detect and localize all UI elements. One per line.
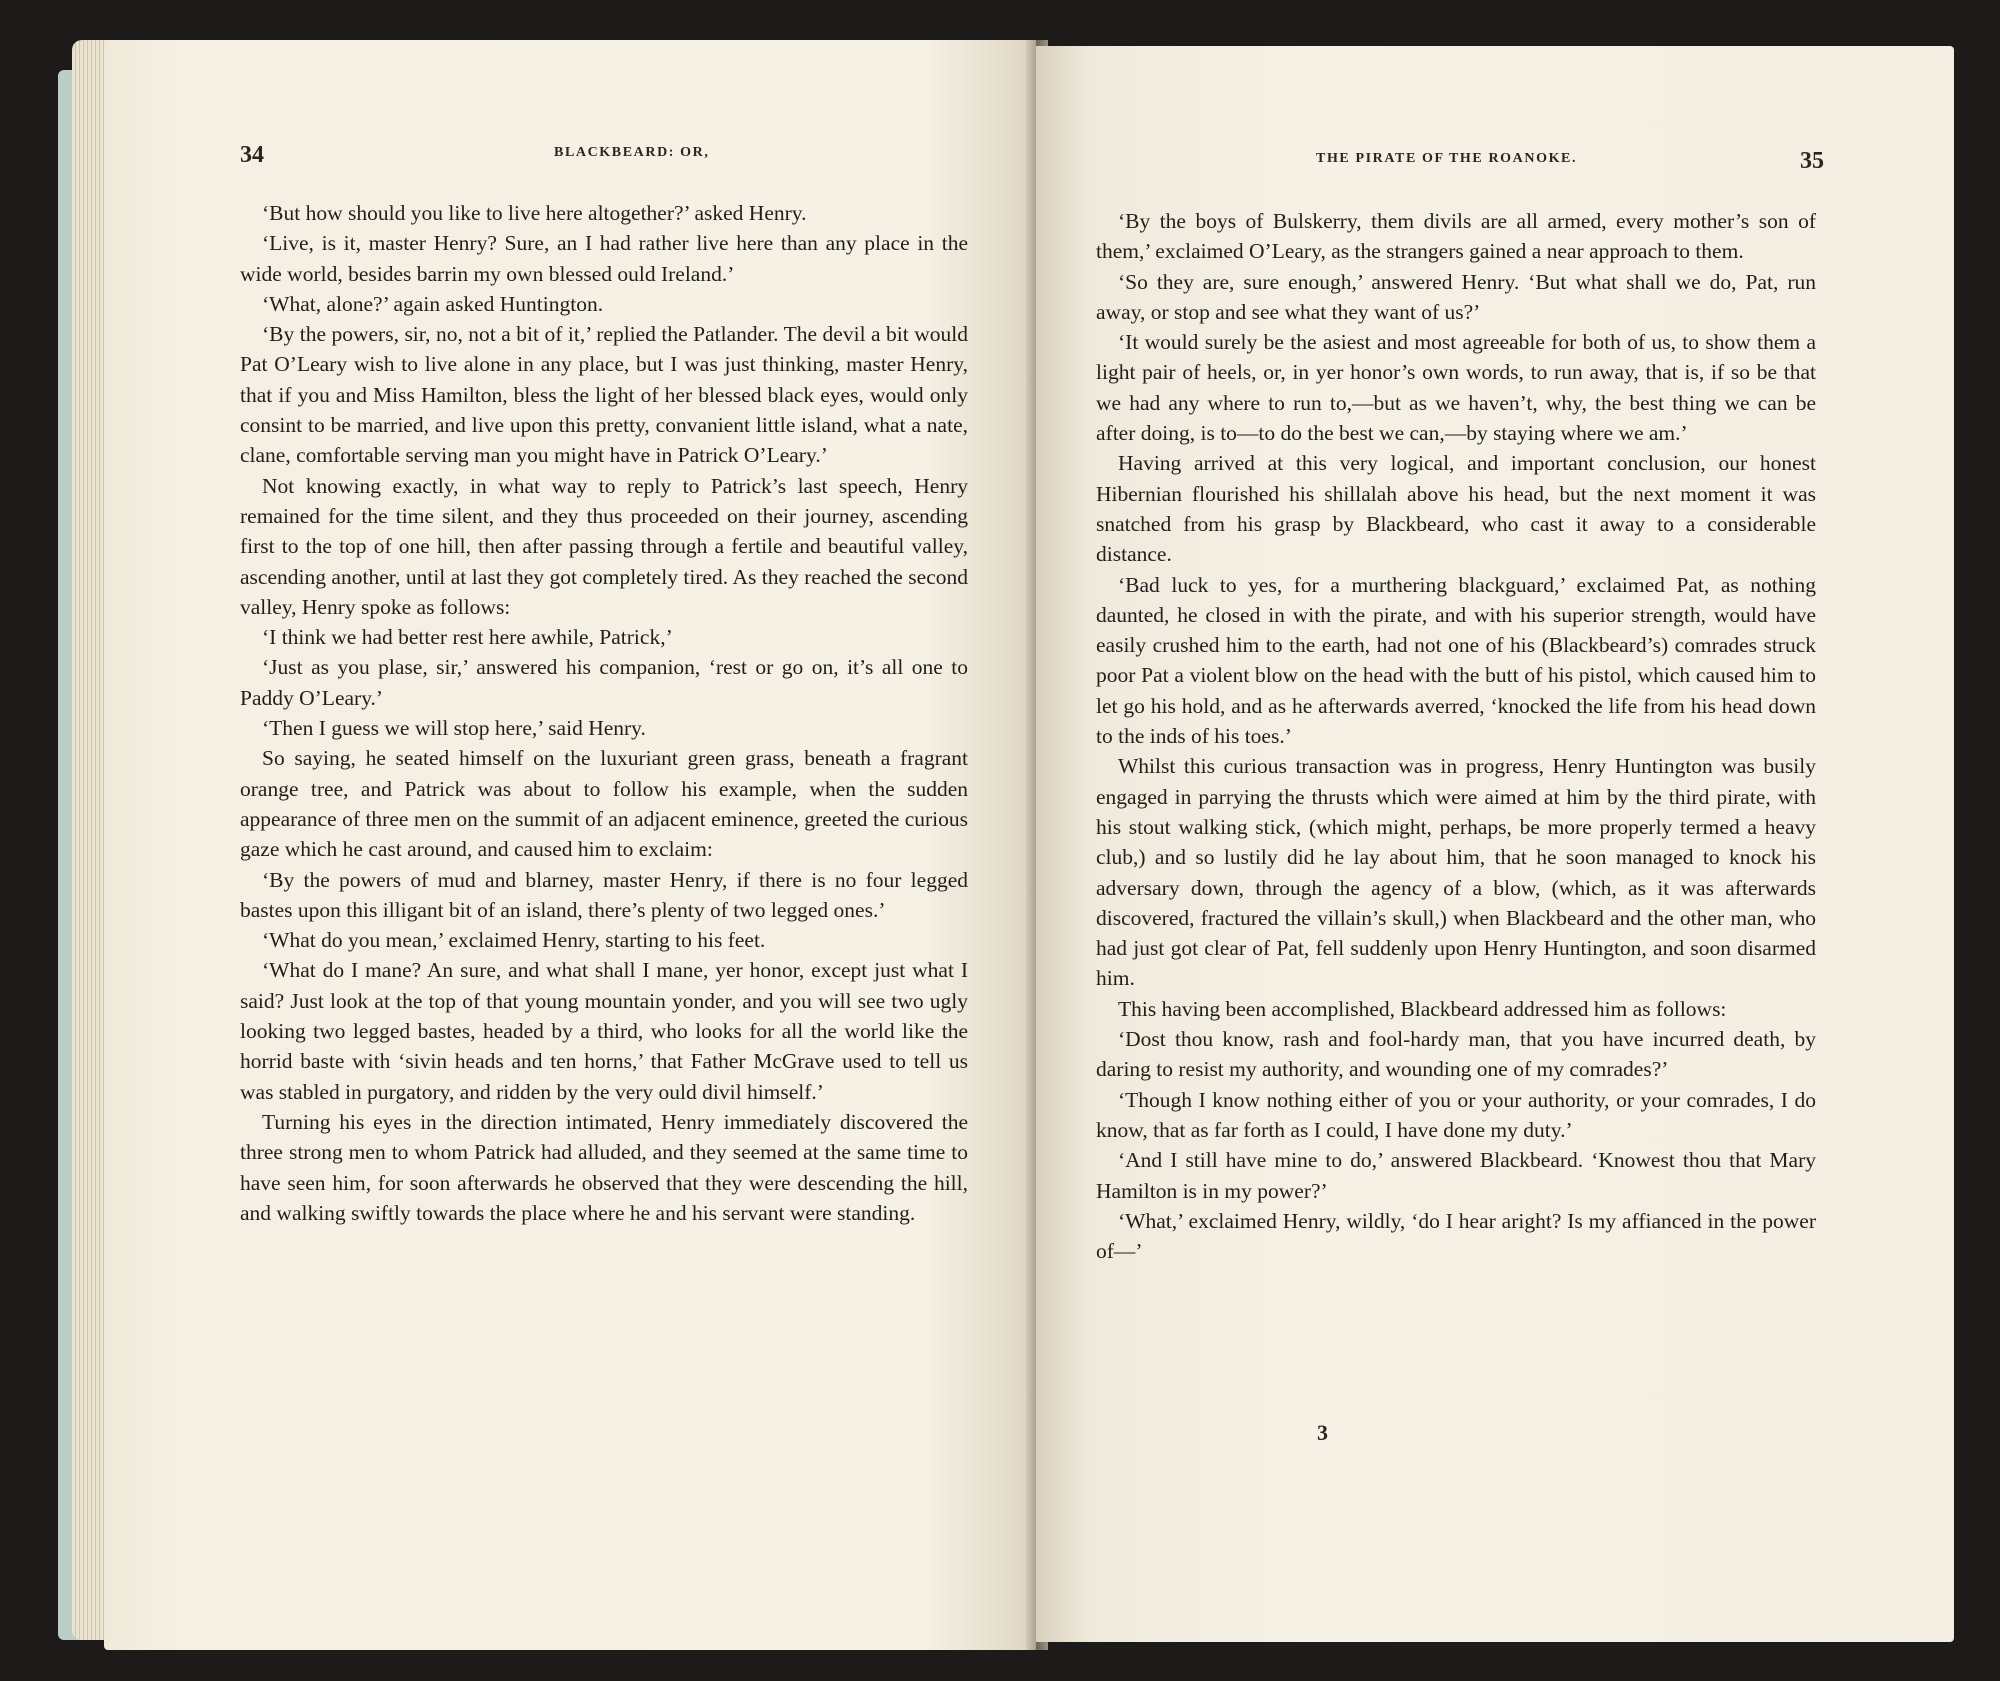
paragraph: ‘Just as you plase, sir,’ answered his companion, ‘rest or go on, it’s all one to Paddy O’Leary.’	[240, 655, 968, 710]
paragraph: ‘I think we had better rest here awhile, Patrick,’	[262, 625, 673, 650]
paragraph: This having been accomplished, Blackbeard addressed him as follows:	[1118, 996, 1727, 1021]
left-page-text	[240, 198, 968, 1228]
right-page-number: 35	[1800, 148, 1824, 174]
paragraph: Not knowing exactly, in what way to reply to Patrick’s last speech, Henry remained for the time silent, and they thus proceeded on their journey, ascending first to the top of one hill, then after passing through a fertile and beautiful valley, ascending another, until at last they got completely tired. As they reached the second valley, Henry spoke as follows:	[240, 473, 968, 619]
left-page	[104, 40, 1036, 1650]
paragraph: ‘But how should you like to live here altogether?’ asked Henry.	[262, 201, 807, 225]
paragraph: ‘Bad luck to yes, for a murthering blackguard,’ exclaimed Pat, as nothing daunted, he closed in with the pirate, and with his superior strength, would have easily crushed him to the earth, had not one of his (Blackbeard’s) comrades struck poor Pat a violent blow on the head with the butt of his pistol, which caused him to let go his hold, and as he afterwards averred, ‘knocked the life from his head down to the inds of his toes.’	[1096, 572, 1816, 749]
paragraph: Whilst this curious transaction was in progress, Henry Huntington was busily engaged in parrying the thrusts which were aimed at him by the third pirate, with his stout walking stick, (which might, perhaps, be more properly termed a heavy club,) and so lustily did he lay about him, that he soon managed to knock his adversary down, through the agency of a blow, (which, as it was afterwards discovered, fractured the villain’s skull,) when Blackbeard and the other man, who had just got clear of Pat, fell suddenly upon Henry Huntington, and soon disarmed him.	[1096, 754, 1816, 991]
paragraph: ‘It would surely be the asiest and most agreeable for both of us, to show them a light pair of heels, or, in yer honor’s own words, to run away, that is, if so be that we had any where to run to,—but as we haven’t, why, the best thing we can be after doing, is to—to do the best we can,—by staying where we am.’	[1096, 330, 1816, 446]
paragraph: ‘And I still have mine to do,’ answered Blackbeard. ‘Knowest thou that Mary Hamilton is in my power?’	[1096, 1148, 1816, 1203]
right-running-head: THE PIRATE OF THE ROANOKE.	[1316, 151, 1578, 166]
paragraph: ‘What do I mane? An sure, and what shall I mane, yer honor, except just what I said? Just look at the top of that young mountain yonder, and you will see two ugly looking two legged bastes, headed by a third, who looks for all the world like the horrid baste with ‘sivin heads and ten horns,’ that Father McGrave used to tell us was stabled in purgatory, and ridden by the very ould divil himself.’	[240, 958, 968, 1104]
paragraph: ‘By the boys of Bulskerry, them divils are all armed, every mother’s son of them,’ exclaimed O’Leary, as the strangers gained a near approach to them.	[1096, 209, 1816, 264]
right-page-text	[1096, 206, 1816, 1266]
paragraph: ‘What, alone?’ again asked Huntington.	[262, 291, 604, 316]
paragraph: ‘By the powers of mud and blarney, master Henry, if there is no four legged bastes upon this illigant bit of an island, there’s plenty of two legged ones.’	[240, 867, 968, 922]
paragraph: ‘Though I know nothing either of you or your authority, or your comrades, I do know, that as far forth as I could, I have done my duty.’	[1096, 1087, 1816, 1142]
paragraph: ‘Then I guess we will stop here,’ said Henry.	[262, 716, 646, 741]
paragraph: ‘So they are, sure enough,’ answered Henry. ‘But what shall we do, Pat, run away, or stop and see what they want of us?’	[1096, 269, 1816, 324]
paragraph: ‘By the powers, sir, no, not a bit of it,’ replied the Patlander. The devil a bit would Pat O’Leary wish to live alone in any place, but I was just thinking, master Henry, that if you and Miss Hamilton, bless the light of her blessed black eyes, would only consint to be married, and live upon this pretty, convanient little island, what a nate, clane, comfortable serving man you might have in Patrick O’Leary.’	[240, 322, 968, 468]
paragraph: So saying, he seated himself on the luxuriant green grass, beneath a fragrant orange tree, and Patrick was about to follow his example, when the sudden appearance of three men on the summit of an adjacent eminence, greeted the curious gaze which he cast around, and caused him to exclaim:	[240, 746, 968, 862]
paragraph: ‘Live, is it, master Henry? Sure, an I had rather live here than any place in the wide world, besides barrin my own blessed ould Ireland.’	[240, 231, 968, 286]
paragraph: ‘What do you mean,’ exclaimed Henry, starting to his feet.	[262, 928, 766, 953]
left-running-head: BLACKBEARD: OR,	[554, 145, 710, 160]
paragraph: Turning his eyes in the direction intimated, Henry immediately discovered the three strong men to whom Patrick had alluded, and they seemed at the same time to have seen him, for soon afterwards he observed that they were descending the hill, and walking swiftly towards the place where he and his servant were standing.	[240, 1109, 968, 1225]
signature-mark: 3	[1317, 1420, 1328, 1445]
paragraph: ‘What,’ exclaimed Henry, wildly, ‘do I hear aright? Is my affianced in the power of—’	[1096, 1208, 1816, 1264]
right-page	[1036, 46, 1954, 1642]
left-page-number: 34	[240, 142, 264, 168]
paragraph: Having arrived at this very logical, and important conclusion, our honest Hibernian flourished his shillalah above his head, but the next moment it was snatched from his grasp by Blackbeard, who cast it away to a considerable distance.	[1096, 451, 1816, 567]
paragraph: ‘Dost thou know, rash and fool-hardy man, that you have incurred death, by daring to resist my authority, and wounding one of my comrades?’	[1096, 1027, 1816, 1082]
